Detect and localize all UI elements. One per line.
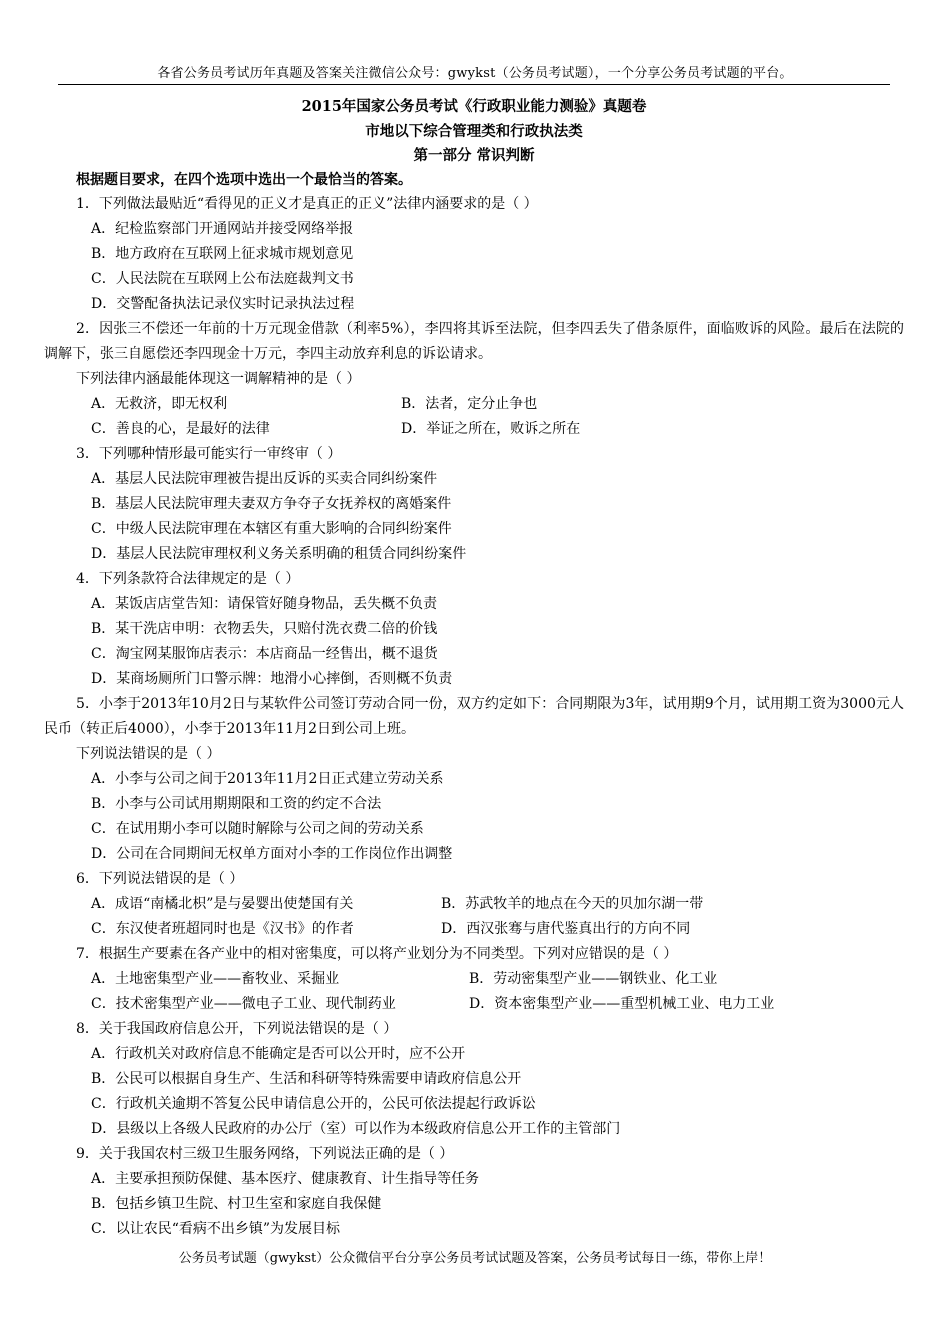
- question-3-stem: 3．下列哪种情形最可能实行一审终审（ ）: [76, 446, 342, 462]
- instruction: 根据题目要求，在四个选项中选出一个最恰当的答案。: [76, 172, 412, 188]
- question-2-stem: 2．因张三不偿还一年前的十万元现金借款（利率5%），李四将其诉至法院，但李四丢失了借条原件，面临败诉的风险。最后在法院的调解下，张三自愿偿还李四现金十万元，李四主动放弃利息的诉讼请求。: [44, 321, 904, 362]
- question-2-options-row-1: [44, 392, 904, 417]
- question-3-option-b: B．基层人民法院审理夫妻双方争夺子女抚养权的离婚案件: [91, 496, 452, 512]
- question-2-options-row-2: [44, 417, 904, 442]
- question-7-option-d: D．资本密集型产业——重型机械工业、电力工业: [469, 996, 775, 1012]
- exam-title: 2015年国家公务员考试《行政职业能力测验》真题卷: [301, 98, 647, 115]
- footer-note: 公务员考试题（gwykst）公众微信平台分享公务员考试试题及答案，公务员考试每日一练，带你上岸！: [178, 1251, 772, 1266]
- question-4-option-b: B．某干洗店申明：衣物丢失，只赔付洗衣费二倍的价钱: [91, 621, 438, 637]
- question-5-option-c: C．在试用期小李可以随时解除与公司之间的劳动关系: [91, 821, 424, 837]
- question-9-option-c: C．以让农民“看病不出乡镇”为发展目标: [91, 1221, 341, 1237]
- question-8-option-c: C．行政机关逾期不答复公民申请信息公开的，公民可依法提起行政诉讼: [91, 1096, 536, 1112]
- question-6-options-row-1: [44, 892, 904, 917]
- exam-content: [44, 94, 904, 1242]
- question-4-option-d: D．某商场厕所门口警示牌：地滑小心摔倒，否则概不负责: [91, 671, 453, 687]
- question-3-option-d: D．基层人民法院审理权利义务关系明确的租赁合同纠纷案件: [91, 546, 467, 562]
- question-2-option-d: D．举证之所在，败诉之所在: [401, 421, 581, 437]
- question-6-option-d: D．西汉张骞与唐代鉴真出行的方向不同: [441, 921, 691, 937]
- question-6-option-b: B．苏武牧羊的地点在今天的贝加尔湖一带: [441, 896, 704, 912]
- question-2-option-c: C．善良的心，是最好的法律: [91, 421, 270, 437]
- question-7-options-row-2: [44, 992, 904, 1017]
- question-9-option-b: B．包括乡镇卫生院、村卫生室和家庭自我保健: [91, 1196, 382, 1212]
- question-8-option-d: D．县级以上各级人民政府的办公厅（室）可以作为本级政府信息公开工作的主管部门: [91, 1121, 621, 1137]
- question-5-prompt: 下列说法错误的是（ ）: [76, 746, 221, 762]
- question-7-option-a: A．土地密集型产业——畜牧业、采掘业: [91, 971, 340, 987]
- section-heading: 第一部分 常识判断: [413, 147, 535, 164]
- question-7-option-c: C．技术密集型产业——微电子工业、现代制药业: [91, 996, 396, 1012]
- question-7-options-row-1: [44, 967, 904, 992]
- question-2-option-a: A．无救济，即无权利: [91, 396, 228, 412]
- question-1-option-d: D．交警配备执法记录仪实时记录执法过程: [91, 296, 355, 312]
- question-2-option-b: B．法者，定分止争也: [401, 396, 538, 412]
- question-9-option-a: A．主要承担预防保健、基本医疗、健康教育、计生指导等任务: [91, 1171, 480, 1187]
- question-5-option-a: A．小李与公司之间于2013年11月2日正式建立劳动关系: [91, 771, 444, 787]
- question-6-options-row-2: [44, 917, 904, 942]
- question-8-option-b: B．公民可以根据自身生产、生活和科研等特殊需要申请政府信息公开: [91, 1071, 522, 1087]
- question-9-stem: 9．关于我国农村三级卫生服务网络，下列说法正确的是（ ）: [76, 1146, 454, 1162]
- question-8-option-a: A．行政机关对政府信息不能确定是否可以公开时，应不公开: [91, 1046, 466, 1062]
- question-5-option-b: B．小李与公司试用期期限和工资的约定不合法: [91, 796, 382, 812]
- question-7-option-b: B．劳动密集型产业——钢铁业、化工业: [469, 971, 718, 987]
- question-5-option-d: D．公司在合同期间无权单方面对小李的工作岗位作出调整: [91, 846, 453, 862]
- question-3-option-a: A．基层人民法院审理被告提出反诉的买卖合同纠纷案件: [91, 471, 438, 487]
- question-5-stem: 5．小李于2013年10月2日与某软件公司签订劳动合同一份，双方约定如下：合同期限为3年，试用期9个月，试用期工资为3000元人民币（转正后4000），小李于2013年11月2日到公司上班。: [44, 696, 904, 737]
- question-3-option-c: C．中级人民法院审理在本辖区有重大影响的合同纠纷案件: [91, 521, 452, 537]
- question-8-stem: 8．关于我国政府信息公开，下列说法错误的是（ ）: [76, 1021, 398, 1037]
- question-6-option-a: A．成语“南橘北枳”是与晏婴出使楚国有关: [91, 896, 354, 912]
- question-4-stem: 4．下列条款符合法律规定的是（ ）: [76, 571, 300, 587]
- question-1-stem: 1．下列做法最贴近“看得见的正义才是真正的正义”法律内涵要求的是（ ）: [76, 196, 538, 212]
- exam-subtitle: 市地以下综合管理类和行政执法类: [365, 123, 583, 140]
- question-7-stem: 7．根据生产要素在各产业中的相对密集度，可以将产业划分为不同类型。下列对应错误的是（ ）: [76, 946, 678, 962]
- question-1-option-c: C．人民法院在互联网上公布法庭裁判文书: [91, 271, 354, 287]
- question-6-stem: 6．下列说法错误的是（ ）: [76, 871, 244, 887]
- header-note: 各省公务员考试历年真题及答案关注微信公众号：gwykst（公务员考试题），一个分享公务员考试题的平台。: [157, 66, 793, 81]
- question-4-option-c: C．淘宝网某服饰店表示：本店商品一经售出，概不退货: [91, 646, 438, 662]
- question-1-option-a: A．纪检监察部门开通网站并接受网络举报: [91, 221, 354, 237]
- question-4-option-a: A．某饭店店堂告知：请保管好随身物品，丢失概不负责: [91, 596, 438, 612]
- question-1-option-b: B．地方政府在互联网上征求城市规划意见: [91, 246, 354, 262]
- header-divider: [58, 84, 890, 85]
- question-6-option-c: C．东汉使者班超同时也是《汉书》的作者: [91, 921, 354, 937]
- question-2-prompt: 下列法律内涵最能体现这一调解精神的是（ ）: [76, 371, 361, 387]
